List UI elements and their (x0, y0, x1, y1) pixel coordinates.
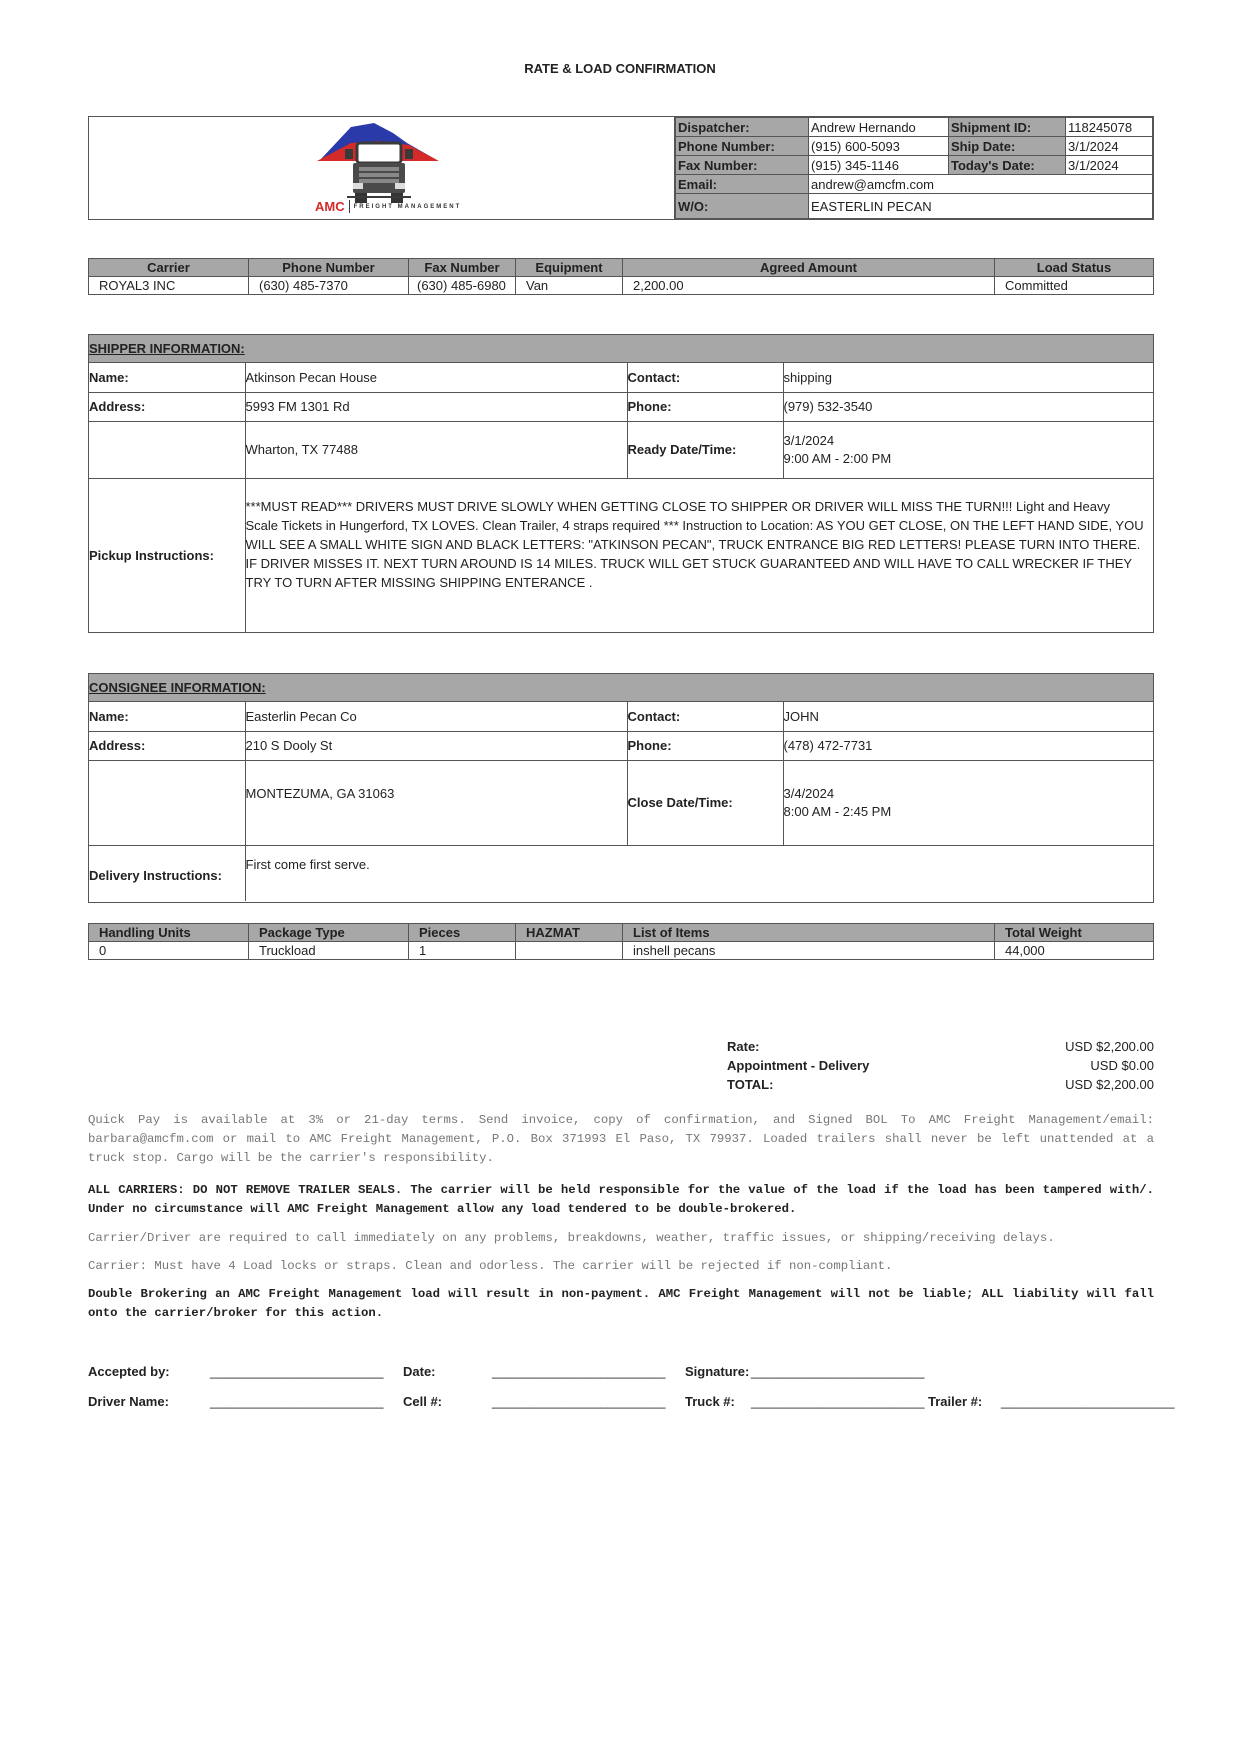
company-logo (89, 117, 674, 219)
ready-time: 9:00 AM - 2:00 PM (783, 450, 892, 466)
total-weight: 44,000 (995, 942, 1154, 960)
carrier-name: ROYAL3 INC (89, 277, 249, 295)
ship-date-label: Ship Date: (949, 137, 1066, 156)
accepted-by-label: Accepted by: (88, 1364, 170, 1379)
column-header: Total Weight (995, 924, 1154, 942)
carrier-fax: (630) 485-6980 (409, 277, 516, 295)
fax-value: (915) 345-1146 (809, 156, 949, 175)
column-header: Carrier (89, 259, 249, 277)
accepted-by-line[interactable]: ________________________ (210, 1364, 384, 1379)
close-date: 3/4/2024 (783, 785, 835, 801)
logo-tagline: FREIGHT MANAGEMENT (353, 203, 462, 210)
list-of-items: inshell pecans (623, 942, 995, 960)
total-value: USD $2,200.00 (1065, 1077, 1154, 1092)
carrier-equipment: Van (516, 277, 623, 295)
consignee-section (88, 673, 1154, 903)
shipper-section (88, 334, 1154, 633)
appointment-value: USD $0.00 (1090, 1058, 1154, 1073)
load-locks-terms: Carrier: Must have 4 Load locks or straps. Clean and odorless. The carrier will be rejected if non-compliant. (88, 1259, 893, 1273)
driver-name-label: Driver Name: (88, 1394, 169, 1409)
section-heading: SHIPPER INFORMATION: (89, 335, 1153, 363)
call-terms: Carrier/Driver are required to call immediately on any problems, breakdowns, weather, traffic issues, or shipping/receiving delays. (88, 1231, 1055, 1245)
hazmat (516, 942, 623, 960)
consignee-name: Easterlin Pecan Co (245, 702, 627, 731)
date-label: Date: (403, 1364, 436, 1379)
logo-brand: AMC (315, 199, 345, 214)
close-time: 8:00 AM - 2:45 PM (783, 803, 892, 819)
email-value: andrew@amcfm.com (809, 175, 1153, 194)
instruction-line: IF DRIVER MISSES IT. NEXT TURN AROUND IS 14 MILES. TRUCK WILL GET STUCK GUARANTEED AND WILL HAVE TO CALL WRECKER IF THEY (245, 555, 1133, 571)
shipper-address: 5993 FM 1301 Rd (245, 392, 627, 421)
truck-line[interactable]: ________________________ (751, 1394, 925, 1409)
instruction-line: TRY TO TURN AFTER MISSING SHIPPING ENTERANCE . (245, 574, 593, 590)
column-header: Agreed Amount (623, 259, 995, 277)
cell-label: Cell #: (403, 1394, 443, 1409)
shipper-contact-label: Contact: (627, 363, 783, 392)
load-status: Committed (995, 277, 1154, 295)
pickup-instructions-label: Pickup Instructions: (89, 478, 245, 633)
consignee-phone-label: Phone: (627, 731, 783, 760)
shipper-phone: (979) 532-3540 (783, 392, 1153, 421)
header-block (88, 116, 1154, 220)
agreed-amount: 2,200.00 (623, 277, 995, 295)
quick-pay-terms: Quick Pay is available at 3% or 21-day terms. Send invoice, copy of confirmation, and Signed BOL To AMC Freight Management/email: barbara@amcfm.com or mail to AMC Freight Management, P.O. Box 371993 El Paso, TX 79937. Loaded trailers shall never be left unattended at a truck stop. Cargo will be the carrier's responsibility. (88, 1113, 1154, 1165)
shipper-contact: shipping (783, 363, 1153, 392)
email-label: Email: (676, 175, 809, 194)
delivery-instructions-label: Delivery Instructions: (89, 845, 245, 901)
pickup-instructions (245, 478, 1153, 633)
shipper-phone-label: Phone: (627, 392, 783, 421)
delivery-instructions: First come first serve. (245, 845, 1153, 901)
package-type: Truckload (249, 942, 409, 960)
column-header: List of Items (623, 924, 995, 942)
shipper-city: Wharton, TX 77488 (245, 421, 627, 478)
shipment-id-value: 118245078 (1066, 118, 1153, 137)
todays-date-label: Today's Date: (949, 156, 1066, 175)
appointment-label: Appointment - Delivery (727, 1058, 870, 1073)
trailer-seals-terms: ALL CARRIERS: DO NOT REMOVE TRAILER SEALS. The carrier will be held responsible for the value of the load if the load has been tampered with/. Under no circumstance will AMC Freight Management allow any load tendered to be double-brokered. (88, 1183, 1154, 1216)
date-line[interactable]: ________________________ (492, 1364, 666, 1379)
consignee-address-label: Address: (89, 731, 245, 760)
truck-label: Truck #: (685, 1394, 735, 1409)
column-header: Load Status (995, 259, 1154, 277)
consignee-phone: (478) 472-7731 (783, 731, 1153, 760)
todays-date-value: 3/1/2024 (1066, 156, 1153, 175)
document-title: RATE & LOAD CONFIRMATION (524, 61, 716, 76)
acceptance-row (88, 1364, 1154, 1384)
dispatch-info (674, 117, 1153, 219)
column-header: Phone Number (249, 259, 409, 277)
instruction-line: ***MUST READ*** DRIVERS MUST DRIVE SLOWLY WHEN GETTING CLOSE TO SHIPPER OR DRIVER WILL MISS THE TURN!!! Light and Heavy (245, 498, 1110, 514)
column-header: Package Type (249, 924, 409, 942)
signature-line[interactable]: ________________________ (751, 1364, 925, 1379)
phone-label: Phone Number: (676, 137, 809, 156)
consignee-contact: JOHN (783, 702, 1153, 731)
consignee-contact-label: Contact: (627, 702, 783, 731)
cell-line[interactable]: ________________________ (492, 1394, 666, 1409)
phone-value: (915) 600-5093 (809, 137, 949, 156)
close-datetime-label: Close Date/Time: (627, 760, 783, 845)
trailer-line[interactable]: ________________________ (1001, 1394, 1175, 1409)
column-header: HAZMAT (516, 924, 623, 942)
total-label: TOTAL: (727, 1077, 774, 1092)
ready-date: 3/1/2024 (783, 432, 835, 448)
rate-label: Rate: (727, 1039, 760, 1054)
shipper-name: Atkinson Pecan House (245, 363, 627, 392)
column-header: Equipment (516, 259, 623, 277)
rate-value: USD $2,200.00 (1065, 1039, 1154, 1054)
driver-name-line[interactable]: ________________________ (210, 1394, 384, 1409)
dispatcher-label: Dispatcher: (676, 118, 809, 137)
wo-value: EASTERLIN PECAN (809, 194, 1153, 219)
totals-block (727, 1037, 1154, 1094)
carrier-phone: (630) 485-7370 (249, 277, 409, 295)
trailer-label: Trailer #: (928, 1394, 983, 1409)
driver-row (88, 1394, 1175, 1414)
carrier-table (88, 258, 1154, 295)
consignee-city: MONTEZUMA, GA 31063 (245, 760, 627, 845)
fax-label: Fax Number: (676, 156, 809, 175)
signature-label: Signature: (685, 1364, 750, 1379)
double-brokering-terms: Double Brokering an AMC Freight Management load will result in non-payment. AMC Freight Management will not be liable; ALL liability will fall onto the carrier/broker for this action. (88, 1287, 1154, 1320)
ready-datetime-label: Ready Date/Time: (627, 421, 783, 478)
shipper-address-label: Address: (89, 392, 245, 421)
column-header: Handling Units (89, 924, 249, 942)
consignee-address: 210 S Dooly St (245, 731, 627, 760)
column-header: Fax Number (409, 259, 516, 277)
instruction-line: Scale Tickets in Hungerford, TX LOVES. Clean Trailer, 4 straps required *** Instruction to Location: AS YOU GET CLOSE, ON THE LEFT HAND SIDE, YOU (245, 517, 1144, 533)
ship-date-value: 3/1/2024 (1066, 137, 1153, 156)
shipment-id-label: Shipment ID: (949, 118, 1066, 137)
table-row (89, 277, 1154, 295)
consignee-name-label: Name: (89, 702, 245, 731)
handling-units: 0 (89, 942, 249, 960)
section-heading: CONSIGNEE INFORMATION: (89, 674, 1153, 702)
wo-label: W/O: (676, 194, 809, 219)
dispatcher-value: Andrew Hernando (809, 118, 949, 137)
column-header: Pieces (409, 924, 516, 942)
table-row (89, 942, 1154, 960)
items-table (88, 923, 1154, 960)
pieces: 1 (409, 942, 516, 960)
instruction-line: WILL SEE A SMALL WHITE SIGN AND BLACK LETTERS: "ATKINSON PECAN", TRUCK ENTRANCE BIG RED LETTERS! PLEASE TURN INTO THERE. (245, 536, 1141, 552)
shipper-name-label: Name: (89, 363, 245, 392)
